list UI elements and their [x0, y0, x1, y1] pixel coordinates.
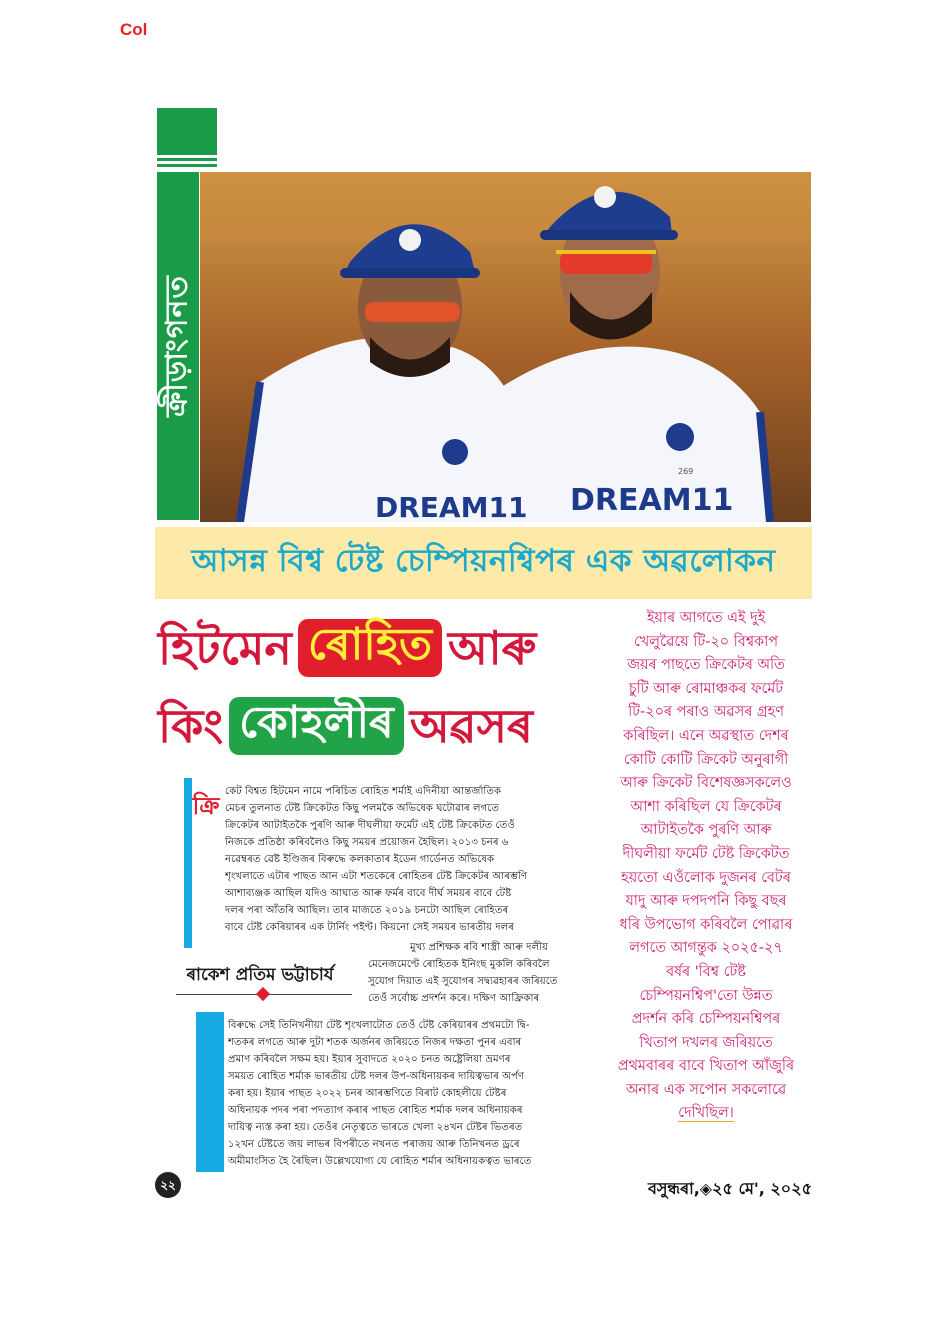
headline-highlight-rohit: ৰোহিত	[298, 619, 442, 677]
headline-word: হিটমেন	[158, 621, 292, 675]
right-column-line: কৰিছিল। এনে অৱস্থাত দেশৰ	[623, 727, 789, 744]
page-number: ২২	[155, 1172, 181, 1198]
body-text-line: ১২খন টেষ্টতে জয় লাভৰ বিপৰীতে নখনত পৰাজয় আৰু তিনিখনত ড্ৰৰে	[228, 1139, 520, 1150]
corner-label: Col	[120, 20, 148, 39]
section-header-block	[157, 108, 217, 153]
jersey-text-right: DREAM11	[570, 483, 734, 518]
body-text-line: কেট বিশ্বত হিটমেন নামে পৰিচিত ৰোহিত শৰ্মাই এদিনীয়া আন্তৰ্জাতিক	[225, 786, 502, 797]
right-column-line: কোটি কোটি ক্ৰিকেট অনুৰাগী	[623, 751, 789, 768]
body-text-line: সময়ত ৰোহিত শৰ্মাক ভাৰতীয় টেষ্ট দলৰ উপ-অধিনায়কৰ দায়িত্বভাৰ অৰ্পণ	[228, 1071, 525, 1082]
body-text-line: শতকৰ লগতে আৰু দুটা শতক অৰ্জনৰ জৰিয়তে নিজৰ দক্ষতা পুনৰ এবাৰ	[228, 1037, 522, 1048]
body-text-line: প্ৰমাণ কৰিবলৈ সক্ষম হয়। ইয়াৰ সুবাদতে ২০২০ চনত অষ্ট্ৰেলিয়া ভ্ৰমণৰ	[228, 1054, 511, 1065]
headline-word: আৰু	[447, 621, 537, 675]
right-column-line: বৰ্ষৰ 'বিশ্ব টেষ্ট	[666, 963, 746, 980]
right-column-line: ইয়াৰ আগতে এই দুই	[646, 610, 766, 626]
right-column-line: টি-২০ৰ পৰাও অৱসৰ গ্ৰহণ	[628, 704, 784, 721]
body-text-line: নিজকে প্ৰতিষ্ঠা কৰিবলৈও কিছু সময়ৰ প্ৰয়োজন হৈছিল। ২০১৩ চনৰ ৬	[225, 837, 509, 848]
players-illustration	[200, 172, 811, 522]
body-text-line: অধিনায়ক পদৰ পৰা পদত্যাগ কৰাৰ পাছত ৰোহিত শৰ্মাক দলৰ অধিনায়কৰ	[228, 1105, 523, 1116]
right-column-line: লগতে আগন্তুক ২০২৫-২৭	[629, 940, 783, 957]
author-name: ৰাকেশ প্ৰতিম ভট্টাচাৰ্য	[186, 965, 334, 985]
accent-bar-bottom	[196, 1012, 224, 1172]
drop-cap: ক্ৰি	[192, 791, 220, 820]
right-column-line: প্ৰথমবাৰৰ বাবে খিতাপ আঁজুৰি	[617, 1058, 795, 1075]
right-column-line: চুটি আৰু ৰোমাঞ্চকৰ ফৰ্মেট	[628, 680, 784, 697]
headline-word: কিং	[158, 699, 224, 753]
body-text-line: অমীমাংসিত হৈ ৰৈছিল। উল্লেখযোগ্য যে ৰোহিত শৰ্মাৰ অধিনায়কত্বত ভাৰতে	[228, 1156, 532, 1167]
cricket-players-photo	[200, 172, 811, 522]
body-text-line: মেনেজমেণ্টে ৰোহিতক ইনিংছ মুকলি কৰিবলৈ	[368, 959, 550, 970]
banner	[155, 527, 812, 599]
body-text-line: দলৰ পৰা আঁতৰি আছিল। তাৰ মাজতে ২০১৯ চনটো আছিল ৰোহিতৰ	[225, 905, 509, 916]
jersey-number: 269	[678, 467, 694, 476]
body-text-line: বিৰুদ্ধে সেই তিনিখনীয়া টেষ্ট শৃংখলাটোত তেওঁ টেষ্ট কেৰিয়াৰৰ প্ৰথমটো দ্বি-	[228, 1020, 530, 1031]
right-column-line: হয়তো এওঁলোক দুজনৰ বেটৰ	[621, 869, 791, 886]
right-column-line: আটাইতকৈ পুৰণি আৰু	[640, 822, 772, 839]
footer-publication-date: বসুন্ধৰা,◈২৫ মে', ২০২৫	[647, 1179, 812, 1198]
headline	[158, 612, 598, 768]
right-column-line: আৰু ক্ৰিকেট বিশেষজ্ঞসকলেও	[620, 775, 792, 792]
section-sidebar	[157, 172, 199, 520]
right-column-line: দীঘলীয়া ফৰ্মেট টেষ্ট ক্ৰিকেটত	[622, 845, 790, 862]
body-text-line: আশাব্যঞ্জক আছিল যদিও আঘাত আৰু ফৰ্মৰ বাবে দীৰ্ঘ সময়ৰ বাবে টেষ্ট	[225, 888, 512, 899]
body-text-line: ক্ৰিকেটৰ আটাইতকৈ পুৰণি আৰু দীঘলীয়া ফৰ্মেট এই টেষ্ট ক্ৰিকেটত তেওঁ	[225, 820, 515, 831]
section-label: ক্ৰীড়াংগনত	[159, 275, 195, 417]
body-text-line: মুখ্য প্ৰশিক্ষক ৰবি শাস্ত্ৰী আৰু দলীয়	[409, 942, 549, 953]
right-column-line: যাদু আৰু দপদপনি কিছু বছৰ	[625, 893, 787, 910]
section-header-stripes	[157, 150, 217, 168]
right-column-line: ধৰি উপভোগ কৰিবলৈ পোৱাৰ	[619, 916, 793, 933]
body-text-line: দায়িত্ব ন্যস্ত কৰা হয়। তেওঁৰ নেতৃত্বতে ভাৰতে খেলা ২৪খন টেষ্টৰ ভিতৰত	[228, 1122, 523, 1133]
headline-highlight-kohli: কোহলীৰ	[229, 697, 404, 755]
right-column-line: খেলুৱৈয়ে টি-২০ বিশ্বকাপ	[633, 633, 779, 650]
right-column-line: খিতাপ দখলৰ জৰিয়তে	[639, 1034, 773, 1051]
right-column-line: দেখিছিল।	[678, 1105, 734, 1122]
body-text-line: তেওঁ সৰ্বোচ্চ প্ৰদৰ্শন কৰে। দক্ষিণ আফ্ৰিকাৰ	[368, 993, 540, 1004]
right-column-line: অনাৰ এক সপোন সকলোৱে	[625, 1081, 787, 1098]
right-column-line: আশা কৰিছিল যে ক্ৰিকেটৰ	[630, 798, 782, 815]
right-column-line: চেম্পিয়নশ্বিপ'তো উন্নত	[639, 987, 773, 1004]
right-column-line: জয়ৰ পাছতে ক্ৰিকেটৰ অতি	[627, 657, 785, 674]
right-column	[602, 607, 810, 1126]
body-text-line: মেচৰ তুলনাত টেষ্ট ক্ৰিকেটত কিছু পলমকৈ অভিষেক ঘটোৱাৰ লগতে	[225, 803, 499, 814]
body-text-line: নৱেম্বৰত ৱেষ্ট ইণ্ডিজৰ বিৰুদ্ধে কলকাতাৰ ইডেন গাৰ্ডেনত অভিষেক	[225, 854, 495, 865]
body-text-line: শৃংখলাতে এটাৰ পাছত আন এটা শতকেৰে ৰোহিতৰ টেষ্ট ক্ৰিকেটৰ আৰম্ভণি	[225, 871, 528, 882]
jersey-text-left: DREAM11	[375, 491, 528, 522]
right-column-line: প্ৰদৰ্শন কৰি চেম্পিয়নশ্বিপৰ	[631, 1011, 781, 1028]
body-text-line: কৰা হয়। ইয়াৰ পাছত ২০২২ চনৰ আৰম্ভণিতে বিৰাট কোহলীয়ে টেষ্টৰ	[228, 1088, 507, 1099]
headline-word: অৱসৰ	[409, 699, 533, 753]
banner-text: আসন্ন বিশ্ব টেষ্ট চেম্পিয়নশ্বিপৰ এক অৱলোকন	[191, 543, 776, 579]
body-text-line: সুযোগ দিয়াত এই সুযোগৰ সদ্ব্যৱহাৰৰ জৰিয়তে	[368, 976, 558, 987]
body-text-line: বাবে টেষ্ট কেৰিয়াৰৰ এক টাৰ্নিং পইণ্ট। কিয়নো সেই সময়ৰ ভাৰতীয় দলৰ	[225, 922, 514, 933]
